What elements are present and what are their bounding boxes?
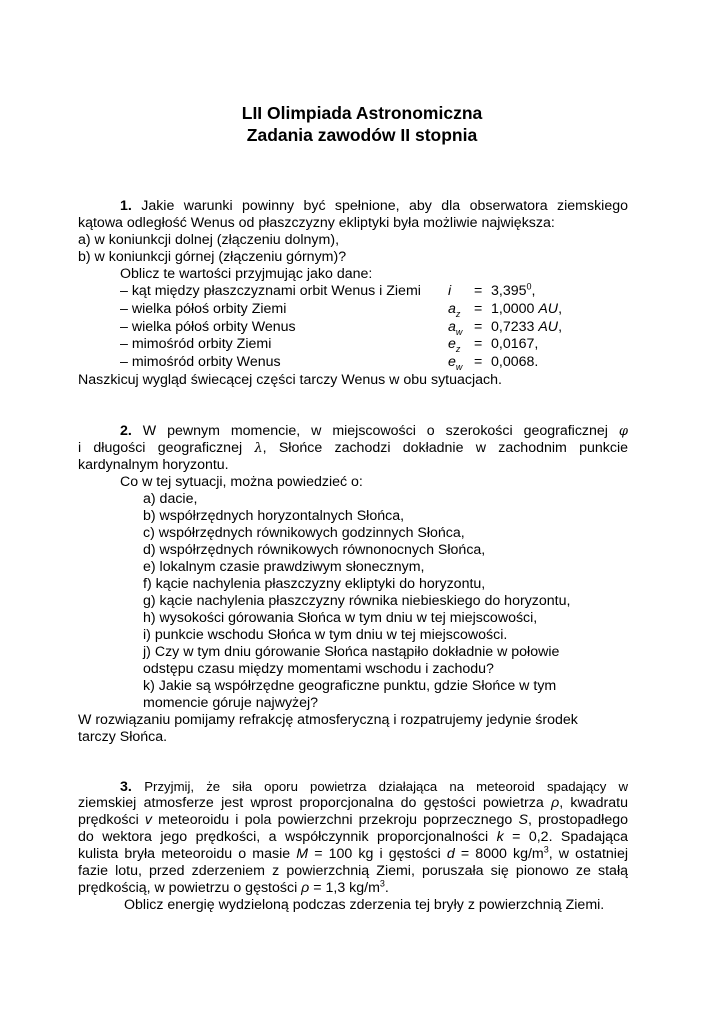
given-symbol — [448, 319, 462, 336]
task3-line-1 — [120, 778, 628, 795]
given-value — [491, 301, 562, 318]
task1-number: 1. — [120, 198, 132, 214]
task2-item-k: k) Jakie są współrzędne geograficzne punktu, gdzie Słońce w tym — [143, 678, 557, 694]
given-value — [491, 283, 535, 300]
given-symbol-letter: e — [448, 336, 456, 352]
given-symbol — [448, 283, 451, 300]
rho-symbol: ρ — [551, 795, 560, 811]
page-title-line-2: Zadania zawodów II stopnia — [246, 125, 478, 145]
given-symbol-subscript: w — [455, 326, 463, 337]
task1-line-1-text: Jakie warunki powinny być spełnione, aby dla obserwatora ziemskiego — [141, 198, 628, 214]
task3-line-7-text-b: = 1,3 kg/m — [309, 880, 380, 896]
given-name: – wielka półoś orbity Ziemi — [120, 301, 287, 317]
task2-item-i: i) punkcie wschodu Słońca w tym dniu w tej miejscowości. — [143, 627, 508, 643]
task3-line-3-text-a: prędkości — [78, 812, 145, 828]
task3-line-7 — [78, 880, 389, 897]
task2-line-3: kardynalnym horyzontu. — [78, 457, 229, 473]
given-value-punctuation: . — [534, 354, 539, 370]
given-value-number: 3,395 — [491, 283, 527, 299]
task3-number: 3. — [120, 779, 132, 795]
given-equals: = — [474, 336, 483, 352]
given-value — [491, 319, 562, 336]
area-symbol: S — [518, 812, 528, 828]
given-symbol-subscript: z — [455, 343, 461, 354]
given-value-punctuation: , — [534, 336, 539, 352]
task1-option-b: b) w koniunkcji górnej (złączeniu górnym)? — [78, 249, 347, 265]
task3-line-1-text: Przyjmij, że siła oporu powietrza działająca na meteoroid spadający w — [144, 779, 628, 794]
mass-symbol: M — [296, 846, 309, 862]
task3-line-4-text-a: do wektora jego prędkości, a współczynnik proporcjonalności — [78, 829, 497, 845]
task2-intro: Co w tej sytuacji, można powiedzieć o: — [120, 474, 363, 490]
task2-line-2-text-a: i długości geograficznej — [78, 440, 243, 456]
given-value-unit: AU — [538, 319, 559, 335]
page-title-line-1: LII Olimpiada Astronomiczna — [241, 103, 483, 123]
given-name: – wielka półoś orbity Wenus — [120, 319, 296, 335]
phi-symbol: φ — [618, 424, 628, 439]
task2-item-c: c) współrzędnych równikowych godzinnych Słońca, — [143, 525, 465, 541]
task2-item-e: e) lokalnym czasie prawdziwym słonecznym, — [143, 559, 425, 575]
task1-option-a: a) w koniunkcji dolnej (złączeniu dolnym), — [78, 232, 340, 248]
task2-item-h: h) wysokości górowania Słońca w tym dniu w tej miejscowości, — [143, 610, 538, 626]
given-value-unit: AU — [538, 301, 559, 317]
task2-item-b: b) współrzędnych horyzontalnych Słońca, — [143, 508, 405, 524]
task3-line-5-text-b: = 100 kg i gęstości — [308, 846, 447, 862]
task3-line-7-text-c: . — [384, 880, 389, 896]
task2-line-1 — [120, 423, 628, 440]
task3-line-5-text-d: , w ostatniej — [548, 846, 628, 862]
given-equals: = — [474, 319, 483, 335]
task2-item-g: g) kącie nachylenia płaszczyzny równika niebieskiego do horyzontu, — [143, 593, 571, 609]
task1-line-2: kątowa odległość Wenus od płaszczyzny ekliptyki była możliwie największa: — [78, 215, 555, 231]
task2-footer-line-1: W rozwiązaniu pomijamy refrakcję atmosferyczną i rozpatrujemy jedynie środek — [78, 712, 578, 728]
given-equals: = — [474, 354, 483, 370]
task3-line-2-text-a: ziemskiej atmosferze jest wprost proporcjonalna do gęstości powietrza — [78, 795, 552, 811]
given-equals: = — [474, 301, 483, 317]
given-name: – mimośród orbity Wenus — [120, 354, 281, 370]
given-symbol-subscript: w — [455, 361, 463, 372]
task3-exponent-2: 3 — [379, 878, 385, 889]
task2-item-a: a) dacie, — [143, 491, 198, 507]
task3-line-3-text-b: meteoroidu i pola powierzchni przekroju poprzecznego — [151, 812, 519, 828]
rho-symbol-2: ρ — [301, 880, 310, 896]
task2-number: 2. — [120, 423, 132, 439]
given-symbol — [448, 336, 460, 353]
task2-line-2-text-b: , Słońce zachodzi dokładnie w zachodnim punkcie — [262, 440, 628, 456]
task3-line-3-text-c: , prostopadłego — [527, 812, 628, 828]
given-symbol-letter: a — [448, 301, 456, 317]
task2-item-k-continued: momencie góruje najwyżej? — [143, 695, 319, 711]
given-value — [491, 354, 538, 371]
given-equals: = — [474, 283, 483, 299]
given-symbol-subscript: z — [455, 308, 461, 319]
task1-sketch-instruction: Naszkicuj wygląd świecącej części tarczy Wenus w obu sytuacjach. — [78, 372, 502, 388]
task3-line-2-text-b: , kwadratu — [559, 795, 628, 811]
task3-line-5-text-a: kulista bryła meteoroidu o masie — [78, 846, 297, 862]
task2-line-2-tail — [254, 440, 628, 456]
given-value-punctuation: , — [531, 283, 536, 299]
given-value-number: 1,0000 — [491, 301, 539, 317]
given-value — [491, 336, 538, 353]
task3-line-4-text-b: = 0,2. Spadająca — [503, 829, 628, 845]
task3-exponent-1: 3 — [543, 846, 549, 855]
task3-line-6: fazie lotu, przed zderzeniem z powierzchnią Ziemi, poruszała się pionowo ze stałą — [78, 863, 628, 879]
task3-line-7-text-a: prędkością, w powietrzu o gęstości — [78, 880, 302, 896]
task3-line-4 — [78, 829, 628, 846]
task2-line-1-text: W pewnym momencie, w miejscowości o szerokości geograficznej — [142, 423, 608, 439]
task3-line-5 — [78, 846, 628, 863]
task2-item-j-continued: odstępu czasu między momentami wschodu i zachodu? — [143, 661, 494, 677]
task1-compute-instruction: Oblicz te wartości przyjmując jako dane: — [120, 266, 373, 282]
task1-line-1 — [120, 198, 628, 215]
task3-line-5-text-c: = 8000 kg/m — [454, 846, 544, 862]
given-symbol — [448, 301, 460, 318]
given-value-number: 0,0167 — [491, 336, 535, 352]
given-symbol-letter: a — [448, 319, 456, 335]
given-value-punctuation: , — [558, 319, 563, 335]
density-symbol: d — [446, 846, 455, 862]
task2-item-j: j) Czy w tym dniu górowanie Słońca nastąpiło dokładnie w połowie — [143, 644, 560, 660]
coefficient-symbol: k — [496, 829, 504, 845]
velocity-symbol: v — [144, 812, 152, 828]
task2-footer-line-2: tarczy Słońca. — [78, 729, 168, 745]
given-name: – kąt między płaszczyznami orbit Wenus i Ziemi — [120, 283, 421, 299]
given-name: – mimośród orbity Ziemi — [120, 336, 272, 352]
given-symbol-letter: i — [448, 283, 452, 299]
lambda-symbol: λ — [254, 441, 263, 456]
given-value-punctuation: , — [558, 301, 563, 317]
given-symbol — [448, 354, 462, 371]
task3-line-2 — [78, 795, 628, 812]
task2-item-f: f) kącie nachylenia płaszczyzny ekliptyki do horyzontu, — [143, 576, 486, 592]
task3-calc-instruction: Oblicz energię wydzieloną podczas zderzenia tej bryły z powierzchnią Ziemi. — [124, 897, 605, 913]
given-value-number: 0,0068 — [491, 354, 535, 370]
task2-item-d: d) współrzędnych równikowych równonocnych Słońca, — [143, 542, 486, 558]
task3-line-3 — [78, 812, 628, 829]
given-value-degree: 0 — [526, 281, 532, 292]
task2-line-2 — [78, 440, 628, 457]
given-value-number: 0,7233 — [491, 319, 539, 335]
given-symbol-letter: e — [448, 354, 456, 370]
